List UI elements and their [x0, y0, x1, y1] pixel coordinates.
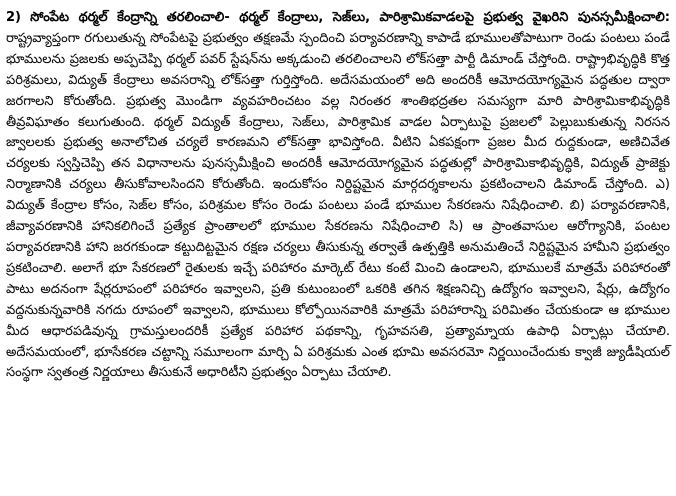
document-paragraph [6, 8, 670, 384]
section-body: రాష్ట్రవ్యాప్తంగా రగులుతున్న సోంపేటపై ప్రభుత్వం తక్షణమే స్పందించి పర్యావరణాన్ని కాపాడే భూములతోపాటుగా రెండు పంటలు పండే భూములను ప్రజలకు అప్పచెప్పి థర్మల్ పవర్ స్టేషన్‌ను అక్కడుంచి తరలించాలని లోక్‌సత్తా పార్టీ డిమాండ్ చేస్తోంది. రాష్ట్రాభివృద్ధికి కొత్త పరిశ్రమలు, విద్యుత్ కేంద్రాలు అవసరాన్ని లోక్‌సత్తా గుర్తిస్తోంది. అదేసమయంలో అది అందరికీ ఆమోదయోగ్యమైన పద్ధతుల ద్వారా జరగాలని కోరుతోంది. ప్రభుత్వ మొండిగా వ్యవహరించటం వల్ల నిరంతర శాంతిభద్రతల సమస్యగా మారి పారిశ్రామికాభివృద్ధికి తీవ్రవిఘాతం కలుగుతుంది. థర్మల్ విద్యుత్ కేంద్రాలు, సెజ్‌లు, పారిశ్రామిక వాడల ఏర్పాటుపై ప్రజలలో పెల్లుబుకుతున్న నిరసన జ్వాలలకు ప్రభుత్వ అనాలోచిత చర్యలే కారణమని లోక్‌సత్తా భావిస్తోంది. వీటిని ఏకపక్షంగా ప్రజల మీద రుద్దకుండా, అణిచివేత చర్యలకు స్వస్తిచెప్పి తన విధానాలను పునస్సమీక్షించి అందరికీ ఆమోదయోగ్యమైన పద్ధతుల్లో పారిశ్రామికాభివృద్ధికి, విద్యుత్ ప్రాజెక్టు నిర్మాణానికి చర్యలు తీసుకోవాలసిందని కోరుతోంది. ఇందుకోసం నిర్దిష్టమైన మార్గదర్శకాలను ప్రకటించాలని డిమాండ్ చేస్తోంది. ఎ) విద్యుత్ కేంద్రాల కోసం, సెజ్‌ల కోసం, పరిశ్రమల కోసం రెండు పంటలు పండే భూముల సేకరణను నిషేధించాలి. బి) పర్యావరణానికి, జీవ్యావరణానికి హానికలిగించే ప్రత్యేక ప్రాంతాలలో భూముల సేకరణను నిషేధించాలి సి) ఆ ప్రాంతవాసుల ఆరోగ్యానికి, పంటల పర్యావరణానికి హాని జరగకుండా కట్టుదిట్టమైన రక్షణ చర్యలు తీసుకున్న తర్వాతే ఉత్పత్తికి అనుమతించే నిర్దిష్టమైన హామీని ప్రభుత్వం ప్రకటించాలి. అలాగే భూ సేకరణలో రైతులకు ఇచ్చే పరిహారం మార్కెట్ రేటు కంటే మించి ఉండాలని, భూములకే మాత్రమే పరిహారంతో పాటు అదనంగా షేర్లరూపంలో పరిహారం ఇవ్వాలని, ప్రతి కుటుంబంలో ఒకరికి తగిన శిక్షణనిచ్చి ఉద్యోగం ఇవ్వాలని, షేర్లు, ఉద్యోగం వద్దనుకున్నవారికి నగదు రూపంలో ఇవ్వాలని, భూములు కోల్పోయినవారికి మాత్రమే పరిహారాన్ని పరిమితం చేయకుండా ఆ భూముల మీద ఆధారపడివున్న గ్రామస్తులందరికీ ప్రత్యేక పరిహార పథకాన్ని, గృహవసతి, ప్రత్యామ్నాయ ఉపాధి ఏర్పాట్లు చేయాలి. అదేసమయంలో, భూసేకరణ చట్టాన్ని సమూలంగా మార్చి ఏ పరిశ్రమకు ఎంత భూమి అవసరమో నిర్ణయించేందుకు క్వాజీ జ్యుడీషియల్ సంస్థగా స్వతంత్ర నిర్ణయాలు తీసుకునే అధారిటీని ప్రభుత్వం ఏర్పాటు చేయాలి. [6, 30, 670, 381]
section-number: 2) [6, 10, 21, 25]
section-heading: సోంపేట థర్మల్ కేంద్రాన్ని తరలించాలి- థర్మల్ కేంద్రాలు, సెజ్‌లు, పారిశ్రామికవాడలపై ప్రభుత్వ వైఖరిని పునస్సమీక్షించాలి: [30, 10, 670, 25]
